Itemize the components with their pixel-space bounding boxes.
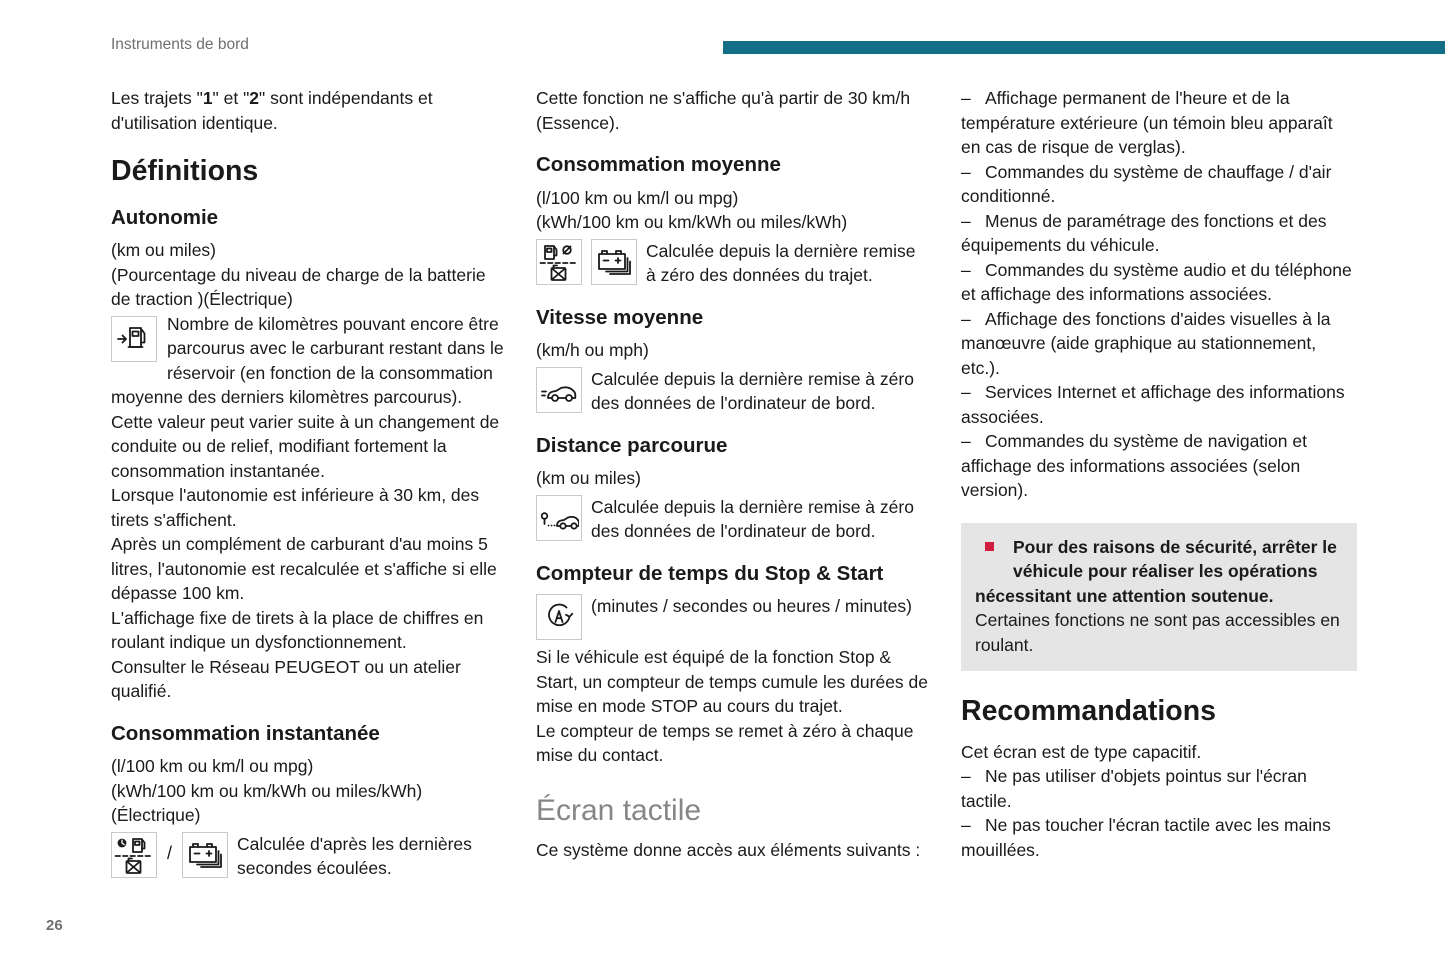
stop-start-heading: Compteur de temps du Stop & Start — [536, 561, 884, 585]
list-item-text: Ne pas toucher l'écran tactile avec les mains mouillées. — [961, 815, 1331, 860]
vitesse-moyenne-heading: Vitesse moyenne — [536, 305, 704, 329]
page-header-title: Instruments de bord — [111, 36, 249, 53]
conso-inst-units-3: (Électrique) — [111, 805, 201, 826]
trip-1-label: 1 — [202, 88, 213, 108]
ecran-tactile-heading: Écran tactile — [536, 793, 702, 827]
dash-bullet: – — [961, 431, 971, 451]
trips-intro-text: " sont indépendants et d'utilisation identique. — [111, 88, 433, 133]
list-item-text: Ne pas utiliser d'objets pointus sur l'écran tactile. — [961, 766, 1307, 811]
stop-start-units: (minutes / secondes ou heures / minutes) — [591, 596, 912, 617]
vitesse-caption: Calculée depuis la dernière remise à zéro des données de l'ordinateur de bord. — [591, 368, 914, 414]
list-item — [961, 307, 1355, 381]
autonomie-paragraph-2: Cette valeur peut varier suite à un changement de conduite ou de relief, modifiant fortement la consommation instantanée. — [111, 411, 500, 481]
list-item-text: Commandes du système de chauffage / d'air conditionné. — [961, 161, 1332, 206]
fuel-null-jerrycan-icon — [536, 239, 582, 285]
conso-instantanee-heading: Consommation instantanée — [111, 721, 380, 745]
autonomie-paragraph-4: Après un complément de carburant d'au moins 5 litres, l'autonomie est recalculée et s'affiche si elle dépasse 100 km. — [111, 534, 497, 604]
dash-bullet: – — [961, 815, 971, 836]
conso-moy-units-1: (l/100 km ou km/l ou mpg) — [536, 187, 739, 208]
battery-stack-icon — [182, 832, 228, 878]
definitions-heading: Définitions — [111, 155, 259, 187]
conso-inst-icon-row — [111, 832, 505, 881]
warning-bold-text: Pour des raisons de sécurité, arrêter le véhicule pour réaliser les opérations nécessitant une attention soutenue. — [975, 536, 1337, 606]
fuel-pump-arrow-icon — [111, 316, 157, 362]
conso-moyenne-heading: Consommation moyenne — [536, 153, 781, 176]
reco-intro: Cet écran est de type capacitif. — [961, 741, 1202, 762]
conso-moy-caption: Calculée depuis la dernière remise à zéro des données du trajet. — [646, 240, 916, 286]
autonomie-paragraph-3: Lorsque l'autonomie est inférieure à 30 km, des tirets s'affichent. — [111, 485, 480, 530]
distance-icon-row — [536, 495, 930, 544]
list-item — [961, 86, 1355, 160]
content-columns — [111, 86, 1355, 881]
car-route-pin-icon — [536, 495, 582, 541]
autonomie-paragraph-6: Consulter le Réseau PEUGEOT ou un atelier qualifié. — [111, 656, 461, 702]
clock-fuel-jerrycan-icon — [111, 832, 157, 878]
dash-bullet: – — [961, 766, 971, 787]
distance-heading: Distance parcourue — [536, 433, 728, 457]
warning-text: Certaines fonctions ne sont pas accessibles en roulant. — [975, 610, 1340, 655]
list-item-text: Commandes du système audio et du téléphone et affichage des informations associées. — [961, 259, 1352, 304]
conso-inst-units-1: (l/100 km ou km/l ou mpg) — [111, 756, 314, 777]
autonomie-units-2: (Pourcentage du niveau de charge de la batterie de traction )(Électrique) — [111, 264, 486, 310]
autonomie-heading: Autonomie — [111, 205, 219, 229]
column-3 — [961, 86, 1355, 881]
battery-stack-icon — [591, 239, 637, 285]
stop-start-icon-row — [536, 594, 930, 640]
column-1 — [111, 86, 505, 881]
list-item-text: Services Internet et affichage des informations associées. — [961, 382, 1345, 427]
dash-bullet: – — [961, 88, 971, 108]
conso-moy-units-2: (kWh/100 km ou km/kWh ou miles/kWh) — [536, 212, 848, 233]
safety-warning-box — [961, 523, 1357, 672]
distance-units: (km ou miles) — [536, 468, 642, 489]
list-item — [961, 764, 1355, 813]
a-circular-arrow-icon — [536, 594, 582, 640]
recommandations-heading: Recommandations — [961, 695, 1216, 727]
list-item — [961, 160, 1355, 209]
conso-moy-icon-row — [536, 239, 930, 288]
list-item — [961, 813, 1355, 862]
list-item — [961, 209, 1355, 258]
list-item-text: Menus de paramétrage des fonctions et des équipements du véhicule. — [961, 210, 1327, 255]
trips-intro — [111, 86, 505, 135]
list-item-text: Commandes du système de navigation et affichage des informations associées (selon version). — [961, 431, 1307, 500]
autonomie-paragraph-5: L'affichage fixe de tirets à la place de chiffres en roulant indique un dysfonctionnement. — [111, 607, 484, 653]
icon-separator: / — [167, 842, 173, 863]
trip-2-label: 2 — [249, 88, 260, 108]
stop-start-paragraph-2: Le compteur de temps se remet à zéro à chaque mise du contact. — [536, 720, 914, 766]
list-item-text: Affichage des fonctions d'aides visuelles à la manœuvre (aide graphique au stationnement, etc.). — [961, 308, 1331, 378]
list-item-text: Affichage permanent de l'heure et de la température extérieure (un témoin bleu apparaît en cas de risque de verglas). — [961, 88, 1333, 157]
trips-intro-text: " et " — [212, 88, 250, 108]
car-speed-icon — [536, 367, 582, 413]
dash-bullet: – — [961, 382, 971, 402]
autonomie-units-1: (km ou miles) — [111, 240, 217, 261]
accent-bar — [723, 41, 1445, 54]
autonomie-body — [111, 312, 505, 704]
vitesse-icon-row — [536, 367, 930, 416]
dash-bullet: – — [961, 259, 971, 280]
vitesse-units: (km/h ou mph) — [536, 340, 649, 361]
distance-caption: Calculée depuis la dernière remise à zéro des données de l'ordinateur de bord. — [591, 496, 914, 542]
trips-intro-text: Les trajets " — [111, 88, 203, 108]
column-2 — [536, 86, 930, 881]
conso-inst-units-2: (kWh/100 km ou km/kWh ou miles/kWh) — [111, 780, 423, 801]
autonomie-paragraph-1: Nombre de kilomètres pouvant encore être parcourus avec le carburant restant dans le réservoir (en fonction de la consommation moyenne des derniers kilomètres parcourus). — [111, 313, 504, 408]
list-item — [961, 380, 1355, 429]
list-item — [961, 258, 1355, 307]
conso-inst-caption: Calculée d'après les dernières secondes écoulées. — [237, 833, 472, 879]
red-exclamation-icon — [977, 537, 1001, 583]
list-item — [961, 429, 1355, 503]
ecran-tactile-intro: Ce système donne accès aux éléments suivants : — [536, 840, 921, 861]
dash-bullet: – — [961, 210, 971, 231]
dash-bullet: – — [961, 161, 971, 182]
dash-bullet: – — [961, 308, 971, 329]
stop-start-paragraph-1: Si le véhicule est équipé de la fonction Stop & Start, un compteur de temps cumule les durées de mise en mode STOP au cours du trajet. — [536, 647, 929, 717]
conso-inst-note: Cette fonction ne s'affiche qu'à partir de 30 km/h (Essence). — [536, 88, 911, 133]
page-number: 26 — [46, 917, 63, 934]
